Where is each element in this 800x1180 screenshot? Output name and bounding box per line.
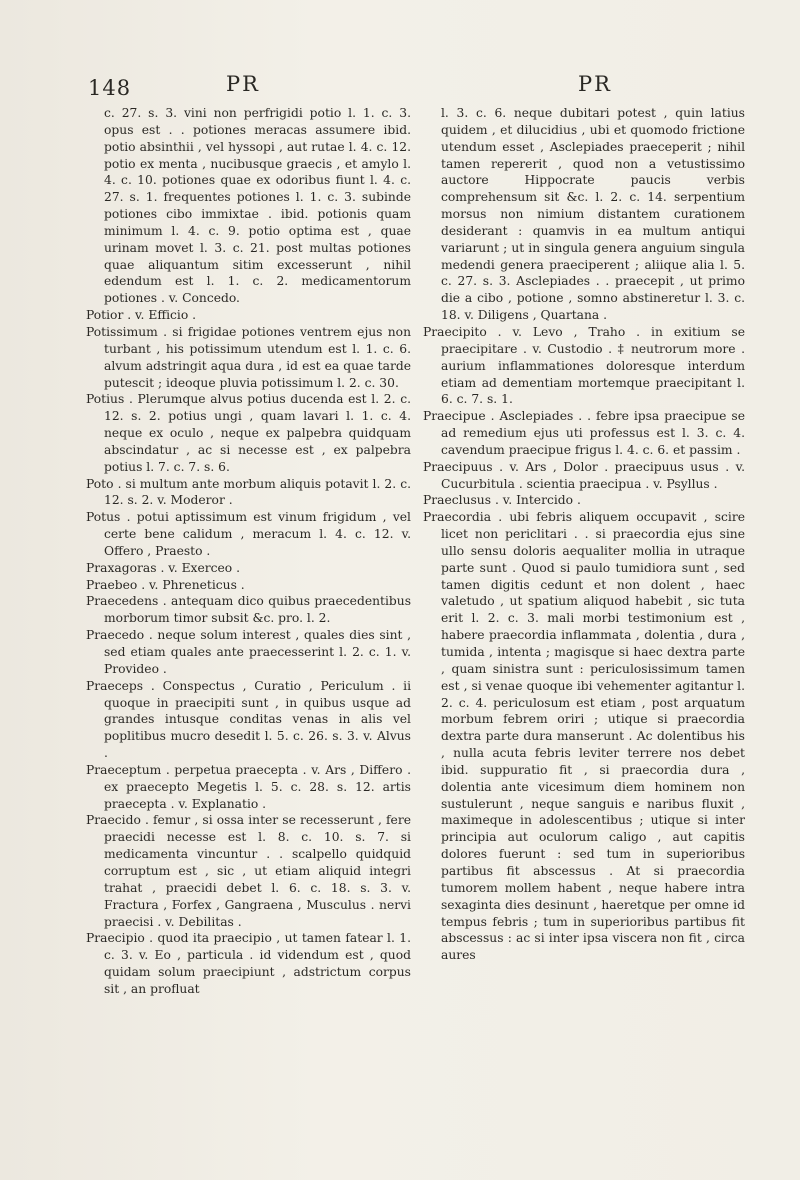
entry-praecordia: Praecordia . ubi febris aliquem occupavit , scire licet non periclitari . . si praecordia ejus sine ullo sensu doloris aequaliter mollia in utraque parte sunt . Quod si paulo tumidiora sunt , sed tamen digitis cedunt et non dolent , haec valetudo , ut spatium aliquod habebit , sic tuta erit l. 2. c. 3. mali morbi testimonium est , habere praecordia inflammata , dolentia , dura , tumida , intenta ; magisque si haec dextra parte , quam sinistra sunt : periculosissimum tamen est , si venae quoque ibi vehementer agitantur l. 2. c. 4. periculosum est etiam , post arquatum morbum febrem oriri ; utique si praecordia dextra parte dura manserunt . Ac dolentibus his , nulla acuta febris leviter terrere nos debet ibid. suppuratio fit , si praecordia dura , dolentia ante vicesimum diem hominem non sustulerunt , neque sanguis e naribus fluxit , maximeque in adolescentibus ; utique si inter principia aut oculorum caligo , aut capitis dolores fuerunt : sed tum in superioribus partibus fit abscessus . At si praecordia tumorem mollem habent , neque habere intra sexaginta dies desinunt , haeretque per omne id tempus febris ; tum in superioribus partibus fit abscessus : ac si inter ipsa viscera non fit , circa aures [423, 510, 745, 963]
entry-praeceptum: Praeceptum . perpetua praecepta . v. Ars , Differo . ex praecepto Megetis l. 5. c. 28. s. 12. artis praecepta . v. Explanatio . [86, 762, 411, 811]
entry-praeclusus: Praeclusus . v. Intercido . [423, 493, 581, 508]
entry-potus: Potus . potui aptissimum est vinum frigidum , vel certe bene calidum , meracum l. 4. c. 12. v. Offero , Praesto . [86, 510, 411, 558]
entry-continuation: l. 3. c. 6. neque dubitari potest , quin latius quidem , et dilucidius , ubi et quomodo frictione utendum esset , Asclepiades praeceperit ; nihil tamen repererit , quod non a vetustissimo auctore Hippocrate paucis verbis comprehensum sit &c. l. 2. c. 14. serpentium morsus non nimium distantem curationem desiderant : quamvis in ea multum antiqui variarunt ; ut in singula genera anguium singula medendi genera praeciperent ; aliique alia l. 5. c. 27. s. 3. Asclepiades . . praecepit , ut primo die a cibo , potione , somno abstineretur l. 3. c. 18. v. Diligens , Quartana . [441, 106, 745, 323]
entry-potius: Potius . Plerumque alvus potius ducenda est l. 2. c. 12. s. 2. potius ungi , quam lavari l. 1. c. 4. neque ex oculo , neque ex palpebra quidquam abscindatur , ac si necesse est , ex palpebra potius l. 7. c. 7. s. 6. [86, 392, 411, 474]
entry-potissimum: Potissimum . si frigidae potiones ventrem ejus non turbant , his potissimum utendum est l. 1. c. 6. alvum adstringit aqua dura , id est ea quae tarde putescit ; ideoque pluvia potissimum l. 2. c. 30. [86, 324, 411, 390]
entry-praeceps: Praeceps . Conspectus , Curatio , Periculum . ii quoque in praecipiti sunt , in quibus usque ad grandes intusque conditas venas in alis vel poplitibus mucro desedit l. 5. c. 26. s. 3. v. Alvus . [86, 678, 411, 761]
entry-praxagoras: Praxagoras . v. Exerceo . [86, 560, 241, 575]
entry-praebeo: Praebeo . v. Phreneticus . [86, 577, 245, 592]
running-head-right: PR [578, 72, 612, 96]
entry-praecedo: Praecedo . neque solum interest , quales dies sint , sed etiam quales ante praecesserint l. 2. c. 1. v. Provideo . [86, 628, 411, 676]
entry-praecido: Praecido . femur , si ossa inter se recesserunt , fere praecidi necesse est l. 8. c. 10. s. 7. si medicamenta vincuntur . . scalpello quidquid corruptum est , sic , ut etiam aliquid integri trahat , praecidi debet l. 6. c. 18. s. 3. v. Fractura , Forfex , Gangraena , Musculus . nervi praecisi . v. Debilitas . [86, 813, 411, 929]
left-column [86, 105, 411, 998]
page-number: 148 [88, 76, 132, 100]
running-head-left: PR [226, 72, 260, 96]
entry-potior: Potior . v. Efficio . [86, 308, 197, 323]
entry-praecipue: Praecipue . Asclepiades . . febre ipsa praecipue se ad remedium ejus uti professus est l. 3. c. 4. cavendum praecipue frigus l. 4. c. 6. et passim . [423, 409, 745, 457]
entry-praecedens: Praecedens . antequam dico quibus praecedentibus morborum timor subsit &c. pro. l. 2. [86, 594, 411, 626]
running-head [0, 72, 800, 102]
entry-praecipio: Praecipio . quod ita praecipio , ut tamen fatear l. 1. c. 3. v. Eo , particula . id videndum est , quod quidam solum praecipiunt , adstrictum corpus sit , an profluat [86, 931, 411, 996]
entry-praecipito: Praecipito . v. Levo , Traho . in exitium se praecipitare . v. Custodio . ‡ neutrorum more . aurium inflammationes doloresque interdum etiam ad dementiam mortemque praecipitant l. 6. c. 7. s. 1. [423, 324, 745, 407]
entry-praecipuus: Praecipuus . v. Ars , Dolor . praecipuus usus . v. Cucurbitula . scientia praecipua . v. Psyllus . [423, 459, 745, 491]
entry-poto: Poto . si multum ante morbum aliquis potavit l. 2. c. 12. s. 2. v. Moderor . [86, 476, 411, 508]
entry-continuation: c. 27. s. 3. vini non perfrigidi potio l. 1. c. 3. opus est . . potiones meracas assumere ibid. potio absinthii , vel hyssopi , aut rutae l. 4. c. 12. potio ex menta , nucibusque graecis , et amylo l. 4. c. 10. potiones quae ex odoribus fiunt l. 4. c. 27. s. 1. frequentes potiones l. 1. c. 3. subinde potiones cibo immixtae . ibid. potionis quam minimum l. 4. c. 9. potio optima est , quae urinam movet l. 3. c. 21. post multas potiones quae aliquantum sitim excesserunt , nihil edendum est l. 1. c. 2. medicamentorum potiones . v. Concedo. [104, 106, 411, 306]
right-column [423, 105, 745, 964]
